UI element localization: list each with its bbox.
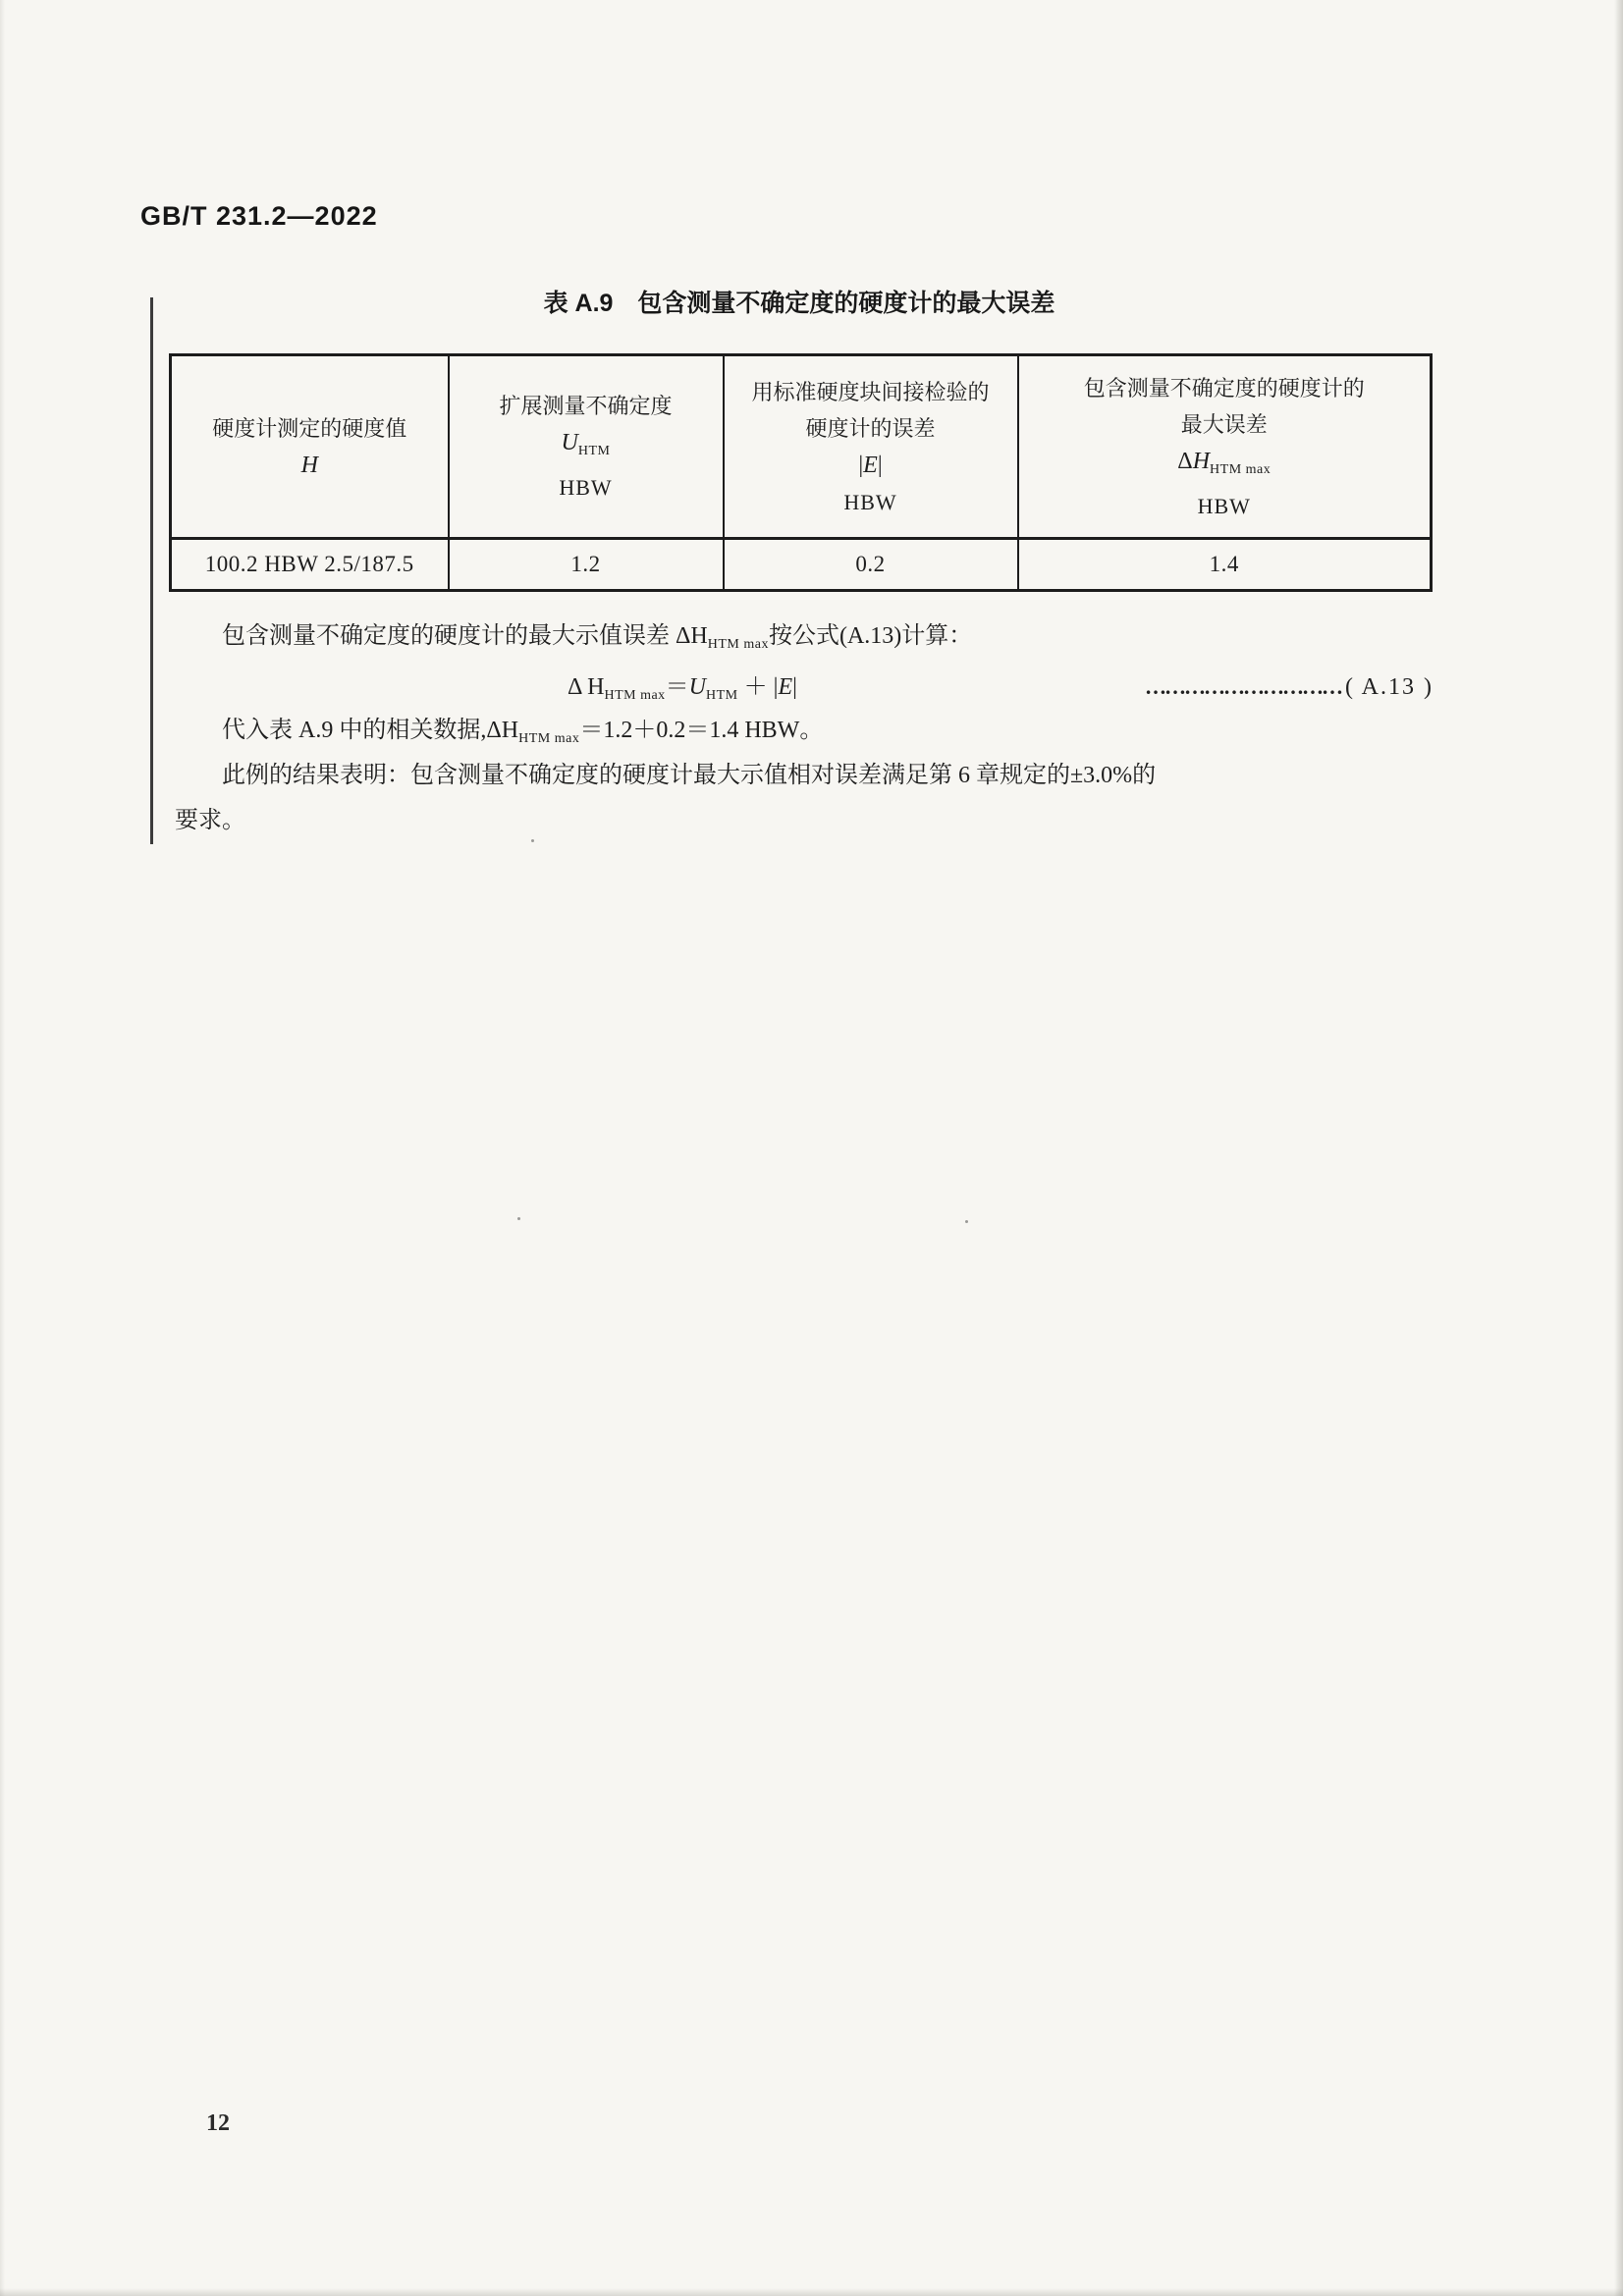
col-header-hardness-value bbox=[171, 355, 449, 539]
standard-number: GB/T 231.2—2022 bbox=[140, 201, 378, 231]
header-text: 包含测量不确定度的硬度计的 bbox=[1083, 375, 1365, 400]
symbol-delta: Δ bbox=[1177, 448, 1193, 474]
formula-delta: Δ H bbox=[568, 674, 605, 700]
formula-a13 bbox=[568, 667, 1434, 704]
para1-tail: 按公式(A.13)计算： bbox=[768, 623, 973, 649]
formula-U: U bbox=[688, 674, 707, 700]
header-text: 用标准硬度块间接检验的 bbox=[751, 379, 990, 404]
table-header-row bbox=[171, 355, 1432, 539]
symbol-delta-H: ΔH bbox=[486, 718, 519, 743]
dot-leader: ………………………… bbox=[1145, 674, 1341, 699]
page-edge-shade-left bbox=[0, 0, 5, 2296]
paragraph-1 bbox=[175, 619, 1467, 662]
table-data-row bbox=[171, 539, 1432, 591]
page-edge-shade-bottom bbox=[0, 2288, 1623, 2296]
table-a9 bbox=[169, 353, 1433, 592]
symbol-H-subscript: HTM max bbox=[1210, 461, 1271, 477]
unit-label: HBW bbox=[843, 489, 897, 514]
header-text: 扩展测量不确定度 bbox=[499, 394, 673, 418]
plus-sign: ＋ bbox=[737, 674, 774, 700]
formula-U-subscript: HTM bbox=[706, 688, 738, 703]
symbol-H: H bbox=[300, 452, 318, 478]
header-text: 最大误差 bbox=[1180, 411, 1268, 437]
unit-label: HBW bbox=[559, 475, 613, 500]
cell-uncertainty: 1.2 bbox=[449, 539, 724, 591]
abs-bar: | bbox=[773, 674, 779, 700]
para2-text: 代入表 A.9 中的相关数据, bbox=[222, 718, 487, 743]
abs-bar: | bbox=[858, 452, 864, 478]
paragraph-3-line-1: 此例的结果表明：包含测量不确定度的硬度计最大示值相对误差满足第 6 章规定的±3.0%的 bbox=[222, 763, 1157, 788]
col-header-expanded-uncertainty bbox=[449, 355, 724, 539]
table-caption: 表 A.9 包含测量不确定度的硬度计的最大误差 bbox=[543, 290, 1055, 317]
symbol-subscript: HTM max bbox=[518, 731, 580, 746]
formula-lhs-subscript: HTM max bbox=[604, 688, 666, 703]
equals-sign: ＝ bbox=[665, 674, 689, 700]
page-number: 12 bbox=[206, 2110, 230, 2136]
paragraph-3-line-2: 要求。 bbox=[175, 808, 245, 833]
abs-bar: | bbox=[792, 674, 797, 700]
paragraph-2 bbox=[175, 714, 1467, 756]
cell-hardness-value: 100.2 HBW 2.5/187.5 bbox=[171, 539, 449, 591]
scan-speck bbox=[517, 1217, 520, 1220]
page-edge-shade-right bbox=[1614, 0, 1623, 2296]
cell-error: 0.2 bbox=[724, 539, 1018, 591]
scan-speck bbox=[531, 839, 534, 842]
equation-number: ( A.13 ) bbox=[1345, 674, 1434, 700]
symbol-delta-H: ΔH bbox=[676, 623, 708, 649]
symbol-E: E bbox=[863, 452, 878, 478]
symbol-U-subscript: HTM bbox=[577, 444, 611, 458]
para1-text: 包含测量不确定度的硬度计的最大示值误差 bbox=[222, 623, 676, 649]
col-header-indirect-error bbox=[724, 355, 1018, 539]
revision-change-bar bbox=[150, 297, 153, 844]
col-header-max-error bbox=[1018, 355, 1432, 539]
symbol-subscript: HTM max bbox=[707, 637, 769, 652]
header-text: 硬度计的误差 bbox=[805, 415, 936, 441]
symbol-H: H bbox=[1192, 448, 1211, 474]
scan-speck bbox=[965, 1220, 968, 1223]
para2-tail: ＝1.2＋0.2＝1.4 HBW。 bbox=[579, 718, 824, 743]
unit-label: HBW bbox=[1197, 493, 1251, 518]
header-text: 硬度计测定的硬度值 bbox=[212, 415, 407, 441]
formula-E: E bbox=[778, 674, 793, 700]
cell-max-error: 1.4 bbox=[1018, 539, 1432, 591]
symbol-U: U bbox=[561, 430, 578, 455]
abs-bar: | bbox=[877, 452, 883, 478]
